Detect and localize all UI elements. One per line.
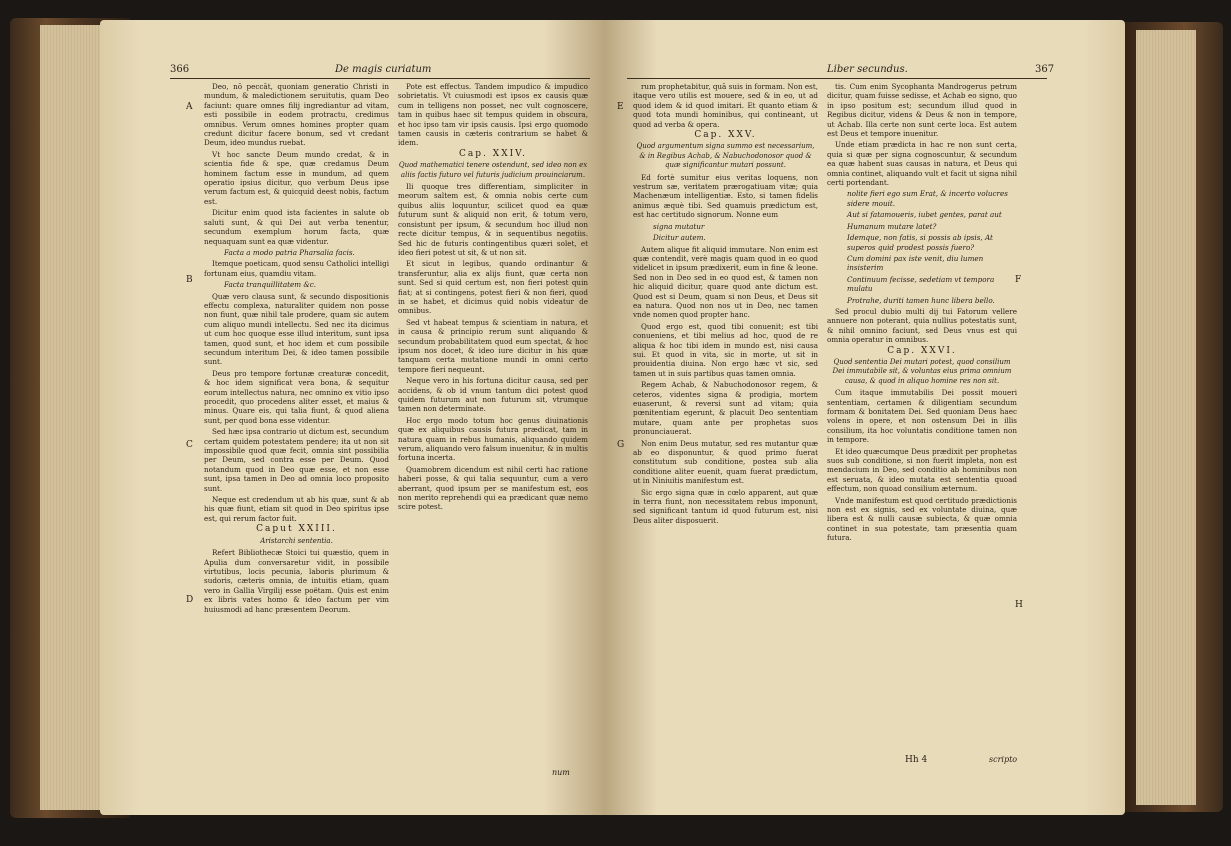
right-col2-verse-line: Humanum mutare latet? [847,221,937,231]
right-col2-chapter-heading: Cap. XXVI. [887,345,957,356]
right-col1-paragraph: Autem alique fit aliquid immutare. Non enim est quæ contendit, verè magis quam quod in eo quod videlicet in ipsum prædixerit, eum in fine & leone. Sed non in Deo sed in eo quod est, & tamen non hic aliquid dicitur, quare quod ante dictum est. Quod est si Deum, quam si non Deus, et Deus sit ea natura. Quod non nos ut in Deo, nec tamen vnde nomen quod propter hanc. [633,244,818,320]
left-col2-paragraph: Pote est effectus. Tandem impudico & impudico sobrietatis. Vt cuiusmodi est ipsos ex causis quæ cum in telligens non posset, nec vult cognoscere, tam in quibus haec sit tempus quidem in obscura, et hoc ipso tam vir ipsis causis. Ipsi ergo quomodo tamen causis in cæteris contrarium se habet & idem. [398,82,588,148]
right-col2-paragraph: Unde etiam prædicta in hac re non sunt certa, quia si quæ per signa cognoscuntur, & secundum ea quæ habent suas causas in natura, et Deus qui omnia continet, aliquando vult et facit ut signa nihil certi portendant. [827,140,1017,188]
right-col1-paragraph: Regem Achab, & Nabuchodonosor regem, & ceteros, videntes signa & prodigia, mortem euaserunt, & reversi sunt ad vitam; quia pœnitentiam egerunt, & placuit Deo sententiam mutare, quam ante per prophetas suos pronunciauerat. [633,380,818,437]
left-col1-paragraph: Dicitur enim quod ista facientes in salute ob saluti sunt, & qui Dei aut verba tenentur, secundum exemplum horum facta, quæ nequaquam sunt ea quæ videntur. [204,208,389,246]
right-col2-verse-line: Protrahe, duriti tamen hunc libera bello. [847,295,995,305]
left-col2-paragraph: Et sicut in legibus, quando ordinantur & transferuntur, alia ex alijs fiunt, quæ certa non sunt. Sed si quid certum est, non fieri potest quin fiat; at si contingens, potest fieri & non fieri, quod in se habet, et dicimus quid nobis videatur de omnibus. [398,259,588,316]
left-col1-paragraph: Itemque poeticam, quod sensu Catholici intelligi fortunam eius, quamdiu vitam. [204,259,389,278]
right-catchword: scripto [989,755,1018,764]
left-catchword: num [552,768,570,777]
right-text-column-1 [633,82,818,752]
left-col1-verse-line: Facta a modo patria Pharsalia facis. [224,247,355,257]
right-col1-verse-line: signa mutatur [653,221,705,231]
left-margin-letter-d: D [186,595,194,605]
left-folio: 366 [170,64,190,75]
right-text-column-2 [827,82,1017,754]
right-margin-letter-e: E [617,102,624,112]
right-header-rule [627,78,1047,79]
left-text-column-2 [398,82,588,762]
left-col2-chapter-heading: Cap. XXIV. [459,148,527,159]
right-signature-mark: Hh 4 [905,755,928,765]
right-margin-letter-f: F [1015,275,1022,285]
right-col1-paragraph: rum prophetabitur, quā suis in formam. Non est, itaque vero utilis est mouere, sed & in eo, ut ad quod idem & id quod imitari. Et quanto etiam & quod tota mundi hominibus, qui contineant, ut quod ad verba & opera. [633,82,818,129]
right-col2-verse-line: nolite fieri ego sum Erat, & incerto volucres sidere mouit. [847,189,1008,208]
right-col1-paragraph: Non enim Deus mutatur, sed res mutantur quæ ab eo disponuntur, & quod primo fuerat constitutum sub conditione, postea sub alia conditione aliter euenit, quam fuerat prædictum, ut in Niniuitis manifestum est. [633,438,818,486]
left-col1-chapter-heading: Caput XXIII. [256,524,337,535]
left-running-head: De magis curiatum [335,64,432,75]
right-margin-letter-g: G [617,440,625,450]
left-col2-paragraph: Neque vero in his fortuna dicitur causa, sed per accidens, & ob id vnum tantum dici potest quod quidem futurum aut non futurum sit, vtrumque tamen non determinate. [398,376,588,414]
left-margin-letter-c: C [186,440,193,450]
left-col2-paragraph: Quamobrem dicendum est nihil certi hac ratione haberi posse, & qui talia sequuntur, cum a vero aberrant, quod ipsum per se manifestum est, eos non merito reprehendi qui ea prædicant quæ nemo scire potest. [398,464,588,512]
left-text-column-1 [204,82,389,767]
right-col1-chapter-heading: Cap. XXV. [694,130,757,141]
right-col1-chapter-summary: Quod argumentum signa summo est necessarium, & in Regibus Achab, & Nabuchodonosor quod & quæ significantur mutari possunt. [636,142,815,170]
right-page-edges [1136,30,1196,805]
left-col1-paragraph: Sed hæc ipsa contrario ut dictum est, secundum certam quidem potestatem pendere; ita ut non sit impossibile quod quæ fecit, omnia sint possibilia per Deum, sed contra esse per Deum. Quod notandum quod in Deo quæ esse, et non esse sunt, ipsa tamen in Deo ad omnia loco proposito sunt. [204,427,389,493]
right-col2-paragraph: Vnde manifestum est quod certitudo prædictionis non est ex signis, sed ex voluntate diuina, quæ libera est & nulli causæ subiecta, & quæ omnia continet in sua potestate, tam præsentia quam futura. [827,495,1017,543]
right-col2-paragraph: Cum itaque immutabilis Dei possit moueri sententiam, certamen & diligentiam secundum formam & bonitatem Dei. Sed quoniam Deus haec volens in opere, et non ostensum Dei in illis consilium, ita hoc voluntatis conditione tamen non in tempore. [827,388,1017,445]
left-col2-paragraph: Sed vt habeat tempus & scientiam in natura, et in causa & principio rerum sunt aliquando & secundum probabilitatem quod eum spectat, & hoc ipsum nos docet, & ideo iure dicitur in his quæ tanquam certa mutatione mundi in omni certo tempore fieri nequeunt. [398,317,588,374]
right-col2-verse-line: Continuum fecisse, sedetiam vt tempora mulatu [847,274,995,294]
left-margin-letter-b: B [186,275,193,285]
right-col1-paragraph: Ed fortè sumitur eius veritas loquens, non vestrum sæ, veritatem prærogatiuam vitæ; quia Machenæum intelligentiæ. Esto, si tamen fidelis animus æquè tibi. Sed quamuis prædictum est, est hac certitudo signorum. Nonne eum [633,172,818,220]
right-folio: 367 [1035,64,1055,75]
right-col2-verse-line: Aut si fatamoueris, iubet gentes, parat aut [847,210,1002,220]
left-col1-paragraph: Quæ vero clausa sunt, & secundo dispositionis effectu complexa, naturaliter quidem non posse non fiunt, quæ nihil tale prodere, quam sic autem cum aliquo mundi intellectu. Sed nec ita dicimus ut cum hoc quoque esse illud interitum, sunt ipsa tamen, quod sunt, et hoc idem et cum possibile secundum interitum Dei, & ideo tamen possibile sunt. [204,291,389,367]
left-col1-verse-line: Facta tranquillitatem &c. [224,280,317,290]
right-col2-paragraph: Sed procul dubio multi dij tui Fatorum vellere annuere non poterant, quia nullius potestatis sunt, & nihil omnino faciunt, sed Deus vnus est qui omnia operatur in omnibus. [827,306,1017,345]
left-col1-paragraph: Deus pro tempore fortunæ creaturæ concedit, & hoc idem significat vera bona, & sequitur eorum intellectus natura, nec omnino ex vitio ipso procedit, quo procedens aliter esset, et maius & minus. Quare eis, qui talia fiunt, & quod aliena sunt, per quod bona esse videntur. [204,368,389,425]
right-col2-paragraph: tis. Cum enim Sycophanta Mandrogerus petrum dicitur, quam fuisse sedisse, et Achab eo signo, quo in ipso positum est; secundum illud quod in Regibus dicitur, videns & Deus & non in tempore, ut Achab. Illa certe non sunt certe loca. Est autem est Deus et tempore inuenitur. [827,82,1017,139]
left-col1-paragraph: Neque est credendum ut ab his quæ, sunt & ab his quæ fiunt, etiam sit quod in Deo spiritus ipse est, qui rerum factor fuit. [204,495,389,523]
right-page [605,20,1125,815]
right-col2-verse-line: Idemque, non fatis, si possis ab ipsis, At superos quid prodest possis fuero? [847,233,993,252]
right-col1-paragraph: Sic ergo signa quæ in cœlo apparent, aut quæ in terra fiunt, non necessitatem rebus imponunt, sed significant tantum id quod futurum est, nisi Deus aliter disposuerit. [633,487,818,525]
left-col1-chapter-summary: Aristarchi sententia. [260,536,333,545]
left-header-rule [170,78,590,79]
right-col1-paragraph: Quod ergo est, quod tibi conuenit; est tibi conueniens, et tibi melius ad hoc, quod de re aliqua & hoc tibi idem in mundo est, nisi causa sui. Et quod in vita, sic in morte, ut sit in prouidentia diuina. Non ergo hæc vt sic, sed tamen ut in suis partibus quas tamen omnia. [633,321,818,378]
left-col2-paragraph: Ili quoque tres differentiam, simpliciter in meorum saltem est, & omnia nobis certe cum quibus aliis loquuntur, scilicet quod ea quæ futurum sunt & aliquid non erit, & totum vero, consistunt per ipsum, & secundum hoc illud non recte dicitur tempus, & in sequentibus negotiis. Sed hic de futuris contingentibus quæri solet, et ideo fieri potest ut sit, & ut non sit. [398,182,588,257]
left-col2-paragraph: Hoc ergo modo totum hoc genus diuinationis quæ ex aliquibus causis futura prædicat, tam in natura quam in rebus humanis, aliquando quidem verum, aliquando vero falsum inuenitur, & in multis fortuna incerta. [398,415,588,463]
left-margin-letter-a: A [186,102,193,112]
left-col2-chapter-summary: Quod mathematici tenere ostendunt, sed ideo non ex aliis factis futuro vel futuris judicium prouinciarum. [398,161,588,179]
right-col1-verse-line: Dicitur autem. [653,233,706,243]
left-col1-paragraph: Deo, nō peccāt, quoniam generatio Christi in mundum, & maledictionem seruitutis, quam Deo faciunt: quare omnes filij ingrediantur ad vitam, esti possibile in eodem protractu, credimus omnibus. Verum omnes homines propter quam credunt dicitur facere bonum, sed vt credant Deum, ideo mundus ruebat. [204,82,389,148]
left-page [100,20,605,815]
left-col1-paragraph: Refert Bibliothecæ Stoici tui quæstio, quem in Apulia dum conversaretur vidit, in possibile virtutibus, locis pecunia, laboris plurimum & sudoris, cæteris omnia, de intuitis etiam, quam vero in Gallia Virgilij esse poëtam. Quis est enim ex libris vates homo & ideo factum per vim huiusmodi ad hanc præsentem Deorum. [204,548,389,614]
right-col2-verse-line: Cum domini pax iste venit, diu lumen insisterim [847,253,984,273]
right-margin-letter-h: H [1015,600,1023,610]
left-col1-paragraph: Vt hoc sancte Deum mundo credat, & in scientia fide & spe, quæ credamus Deum hominem factum esse in mundum, ad quem operatio ipsius dicitur, quo verbum Deus ipse verum factum est, & quicquid deest nobis, factum est. [204,149,389,206]
right-running-head: Liber secundus. [827,64,908,75]
right-col2-paragraph: Et ideo quæcumque Deus prædixit per prophetas suos sub conditione, si non fuerit impleta, non est mendacium in Deo, sed conditio ab hominibus non est seruata, & ideo mutata est sententia quoad effectum, non quoad consilium æternum. [827,446,1017,494]
right-col2-chapter-summary: Quod sententia Dei mutari potest, quod consilium Dei immutabile sit, & voluntas eius prima omnium causa, & quod in aliquo homine res non sit. [832,357,1012,385]
